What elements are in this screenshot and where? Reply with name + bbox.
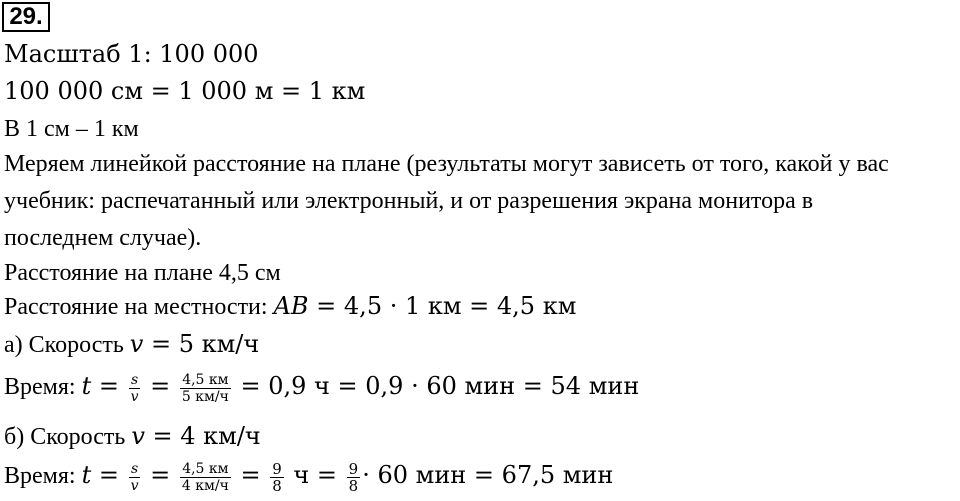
nine-numerator: 9	[272, 459, 282, 478]
measure-line-2: учебник: распечатанный или электронный, и от разрешения экрана монитора в	[4, 188, 814, 214]
s-numerator: s	[130, 371, 139, 388]
conversion-line: 100 000 см = 1 000 м = 1 км	[4, 77, 366, 105]
time-a-denominator: 5 км/ч	[181, 388, 229, 405]
measure-line-1: Меряем линейкой расстояние на плане (результаты могут зависеть от того, какой у вас	[4, 151, 889, 177]
speed-b-variable: v	[131, 422, 145, 450]
v-denominator: v	[130, 388, 139, 405]
ground-formula: = 4,5 · 1 км = 4,5 км	[308, 292, 577, 320]
ab-variable: AB	[273, 292, 309, 320]
time-a-result: = 0,9 ч = 0,9 · 60 мин = 54 мин	[232, 372, 640, 400]
eight-denominator: 8	[272, 476, 282, 495]
time-a-line	[4, 366, 639, 407]
v-denominator: v	[130, 477, 139, 494]
nine-eighths-fraction	[270, 461, 284, 494]
ground-distance-line	[4, 292, 576, 321]
nine-eighths-fraction-2	[347, 461, 361, 494]
plan-distance-line: Расстояние на плане 4,5 см	[4, 260, 281, 286]
time-b-label: Время:	[4, 463, 82, 489]
speed-b-label: б) Скорость	[4, 424, 132, 450]
speed-a-label: а) Скорость	[4, 332, 130, 358]
time-b-fraction	[180, 461, 231, 494]
equals: =	[91, 372, 127, 400]
measure-line-3: последнем случае).	[4, 225, 202, 251]
t-variable: t	[81, 461, 92, 489]
speed-a-line	[4, 330, 259, 359]
eight-denominator-2: 8	[348, 476, 359, 495]
equals: =	[142, 461, 178, 489]
speed-a-variable: v	[129, 330, 144, 358]
hour-unit: ч =	[285, 461, 345, 489]
s-over-v-fraction	[129, 461, 141, 494]
equals: =	[232, 461, 269, 489]
time-a-label: Время:	[4, 374, 82, 400]
speed-a-value: = 5 км/ч	[143, 330, 260, 358]
per-cm-line: В 1 см – 1 км	[4, 116, 139, 142]
equals: =	[91, 461, 127, 489]
s-over-v-fraction	[129, 372, 141, 405]
time-b-line	[4, 455, 613, 496]
time-a-numerator: 4,5 км	[182, 371, 229, 388]
ground-label: Расстояние на местности:	[4, 294, 274, 320]
time-b-result: · 60 мин = 67,5 мин	[362, 461, 614, 489]
speed-b-value: = 4 км/ч	[144, 422, 261, 450]
task-number-box: 29.	[2, 2, 50, 32]
time-b-denominator: 4 км/ч	[181, 477, 229, 494]
speed-b-line	[4, 422, 261, 451]
time-a-fraction	[180, 372, 231, 405]
scale-line: Масштаб 1: 100 000	[4, 40, 259, 68]
s-numerator: s	[130, 460, 139, 477]
equals: =	[142, 372, 178, 400]
t-variable: t	[81, 372, 92, 400]
nine-numerator-2: 9	[348, 459, 359, 478]
time-b-numerator: 4,5 км	[182, 460, 229, 477]
